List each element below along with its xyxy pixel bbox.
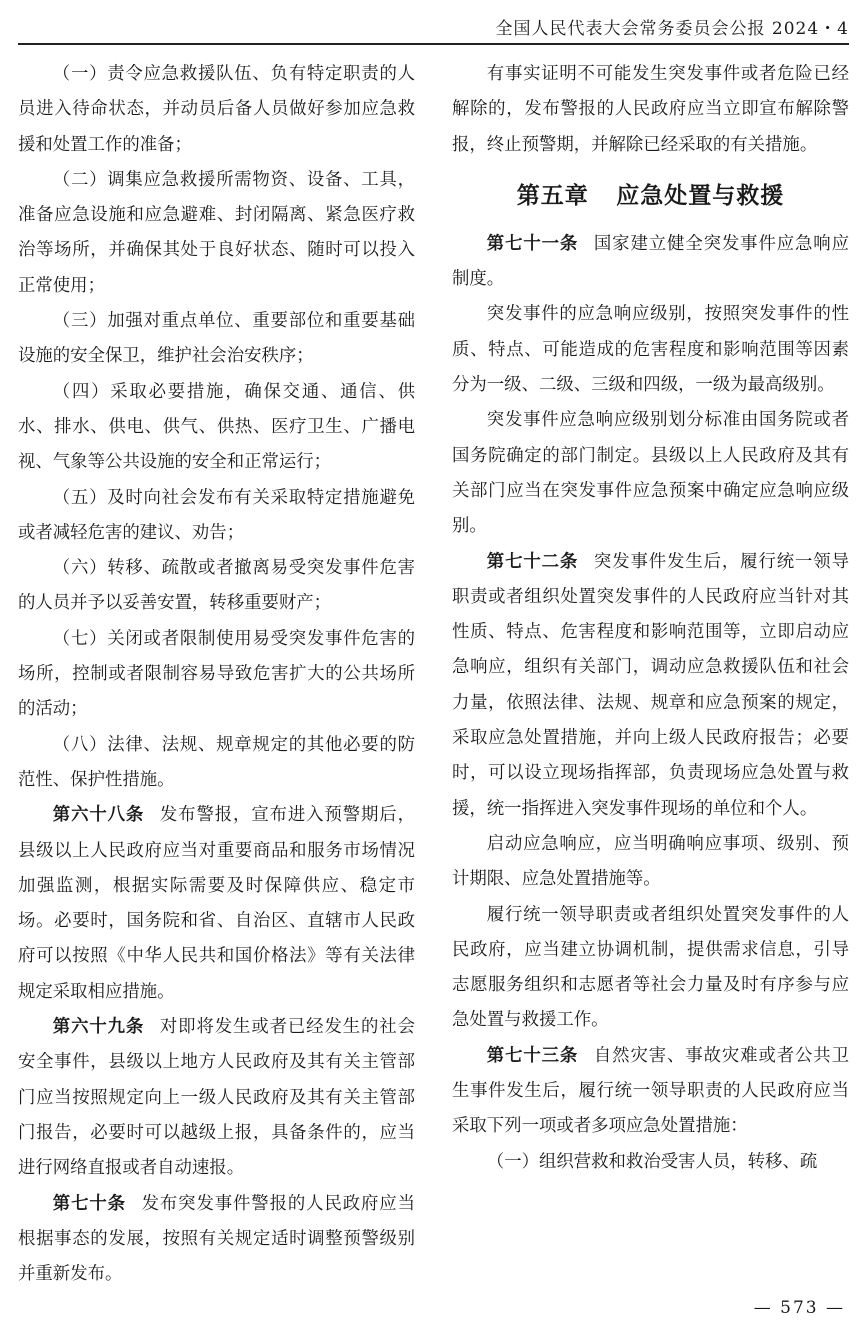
article-number: 第六十九条 [52, 1017, 145, 1038]
paragraph-text: （八）法律、法规、规章规定的其他必要的防范性、保护性措施。 [18, 734, 415, 790]
paragraph-text: 突发事件的应急响应级别，按照突发事件的性质、特点、可能造成的危害程度和影响范围等因素分为一级、二级、三级和四级，一级为最高级别。 [452, 304, 849, 396]
paragraph-text: 国家建立健全突发事件应急响应制度。 [452, 233, 849, 290]
chapter-title: 应急处置与救援 [616, 181, 785, 209]
paragraph [452, 1039, 849, 1145]
paragraph [18, 1187, 415, 1293]
paragraph [452, 545, 849, 827]
article-number: 第七十一条 [486, 233, 579, 254]
paragraph-text: （五）及时向社会发布有关采取特定措施避免或者减轻危害的建议、劝告； [18, 487, 415, 543]
paragraph-text: 对即将发生或者已经发生的社会安全事件，县级以上地方人民政府及其有关主管部门应当按照规定向上一级人民政府及其有关主管部门报告，必要时可以越级上报，具备条件的，应当进行网络直报或者自动速报。 [18, 1017, 415, 1179]
paragraph [18, 163, 415, 304]
paragraph-text: 启动应急响应，应当明确响应事项、级别、预计期限、应急处置措施等。 [452, 833, 849, 890]
paragraph-text: （七）关闭或者限制使用易受突发事件危害的场所，控制或者限制容易导致危害扩大的公共场所的活动； [18, 628, 415, 720]
paragraph [18, 1010, 415, 1186]
publication-title: 全国人民代表大会常务委员会公报 2024・4 [495, 19, 849, 39]
paragraph-text: （一）责令应急救援队伍、负有特定职责的人员进入待命状态，并动员后备人员做好参加应急救援和处置工作的准备； [18, 64, 415, 155]
article-number: 第六十八条 [52, 805, 145, 826]
paragraph-text: 突发事件发生后，履行统一领导职责或者组织处置突发事件的人民政府应当针对其性质、特点、危害程度和影响范围等，立即启动应急响应，组织有关部门，调动应急救援队伍和社会力量，依照法律、法规、规章和应急预案的规定，采取应急处置措施，并向上级人民政府报告；必要时，可以设立现场指挥部，负责现场应急处置与救援，统一指挥进入突发事件现场的单位和个人。 [452, 551, 849, 819]
right-column-top [452, 57, 849, 163]
header-rule [18, 43, 849, 45]
paragraph [452, 898, 849, 1039]
chapter-heading [452, 176, 849, 216]
paragraph-text: 发布突发事件警报的人民政府应当根据事态的发展，按照有关规定适时调整预警级别并重新发布。 [18, 1193, 415, 1285]
paragraph [18, 622, 415, 728]
page-header [0, 14, 849, 44]
paragraph [452, 403, 849, 544]
paragraph [452, 227, 849, 298]
left-column [18, 57, 415, 1292]
paragraph [18, 304, 415, 375]
paragraph [452, 827, 849, 898]
paragraph-text: （六）转移、疏散或者撤离易受突发事件危害的人员并予以妥善安置，转移重要财产； [18, 558, 415, 614]
paragraph [18, 481, 415, 552]
right-column-bottom [452, 227, 849, 1180]
paragraph [452, 57, 849, 163]
paragraph-text: 自然灾害、事故灾难或者公共卫生事件发生后，履行统一领导职责的人民政府应当采取下列一项或者多项应急处置措施： [452, 1045, 849, 1137]
page-footer [754, 1298, 845, 1318]
paragraph [18, 798, 415, 1010]
article-number: 第七十二条 [486, 551, 579, 572]
paragraph-text: （二）调集应急救援所需物资、设备、工具，准备应急设施和应急避难、封闭隔离、紧急医疗救治等场所，并确保其处于良好状态、随时可以投入正常使用； [18, 169, 415, 296]
paragraph [18, 551, 415, 622]
article-number: 第七十三条 [486, 1045, 579, 1066]
paragraph-text: （四）采取必要措施，确保交通、通信、供水、排水、供电、供气、供热、医疗卫生、广播电视、气象等公共设施的安全和正常运行； [18, 381, 415, 473]
chapter-number: 第五章 [516, 181, 589, 209]
paragraph-text: 发布警报，宣布进入预警期后，县级以上人民政府应当对重要商品和服务市场情况加强监测，根据实际需要及时保障供应、稳定市场。必要时，国务院和省、自治区、直辖市人民政府可以按照《中华人民共和国价格法》等有关法律规定采取相应措施。 [18, 805, 415, 1002]
paragraph-text: （一）组织营救和救治受害人员，转移、疏 [486, 1151, 818, 1172]
paragraph [18, 728, 415, 799]
right-column [452, 57, 849, 1180]
paragraph-text: 有事实证明不可能发生突发事件或者危险已经解除的，发布警报的人民政府应当立即宣布解除警报，终止预警期，并解除已经采取的有关措施。 [452, 64, 849, 155]
page-number: — 573 — [753, 1298, 845, 1318]
paragraph-text: 突发事件应急响应级别划分标准由国务院或者国务院确定的部门制定。县级以上人民政府及其有关部门应当在突发事件应急预案中确定应急响应级别。 [452, 410, 849, 537]
paragraph [452, 1145, 849, 1180]
article-number: 第七十条 [52, 1193, 126, 1214]
paragraph-text: 履行统一领导职责或者组织处置突发事件的人民政府，应当建立协调机制，提供需求信息，引导志愿服务组织和志愿者等社会力量及时有序参与应急处置与救援工作。 [452, 904, 849, 1031]
paragraph [18, 57, 415, 163]
paragraph-text: （三）加强对重点单位、重要部位和重要基础设施的安全保卫，维护社会治安秩序； [18, 311, 415, 367]
paragraph [452, 297, 849, 403]
paragraph [18, 375, 415, 481]
